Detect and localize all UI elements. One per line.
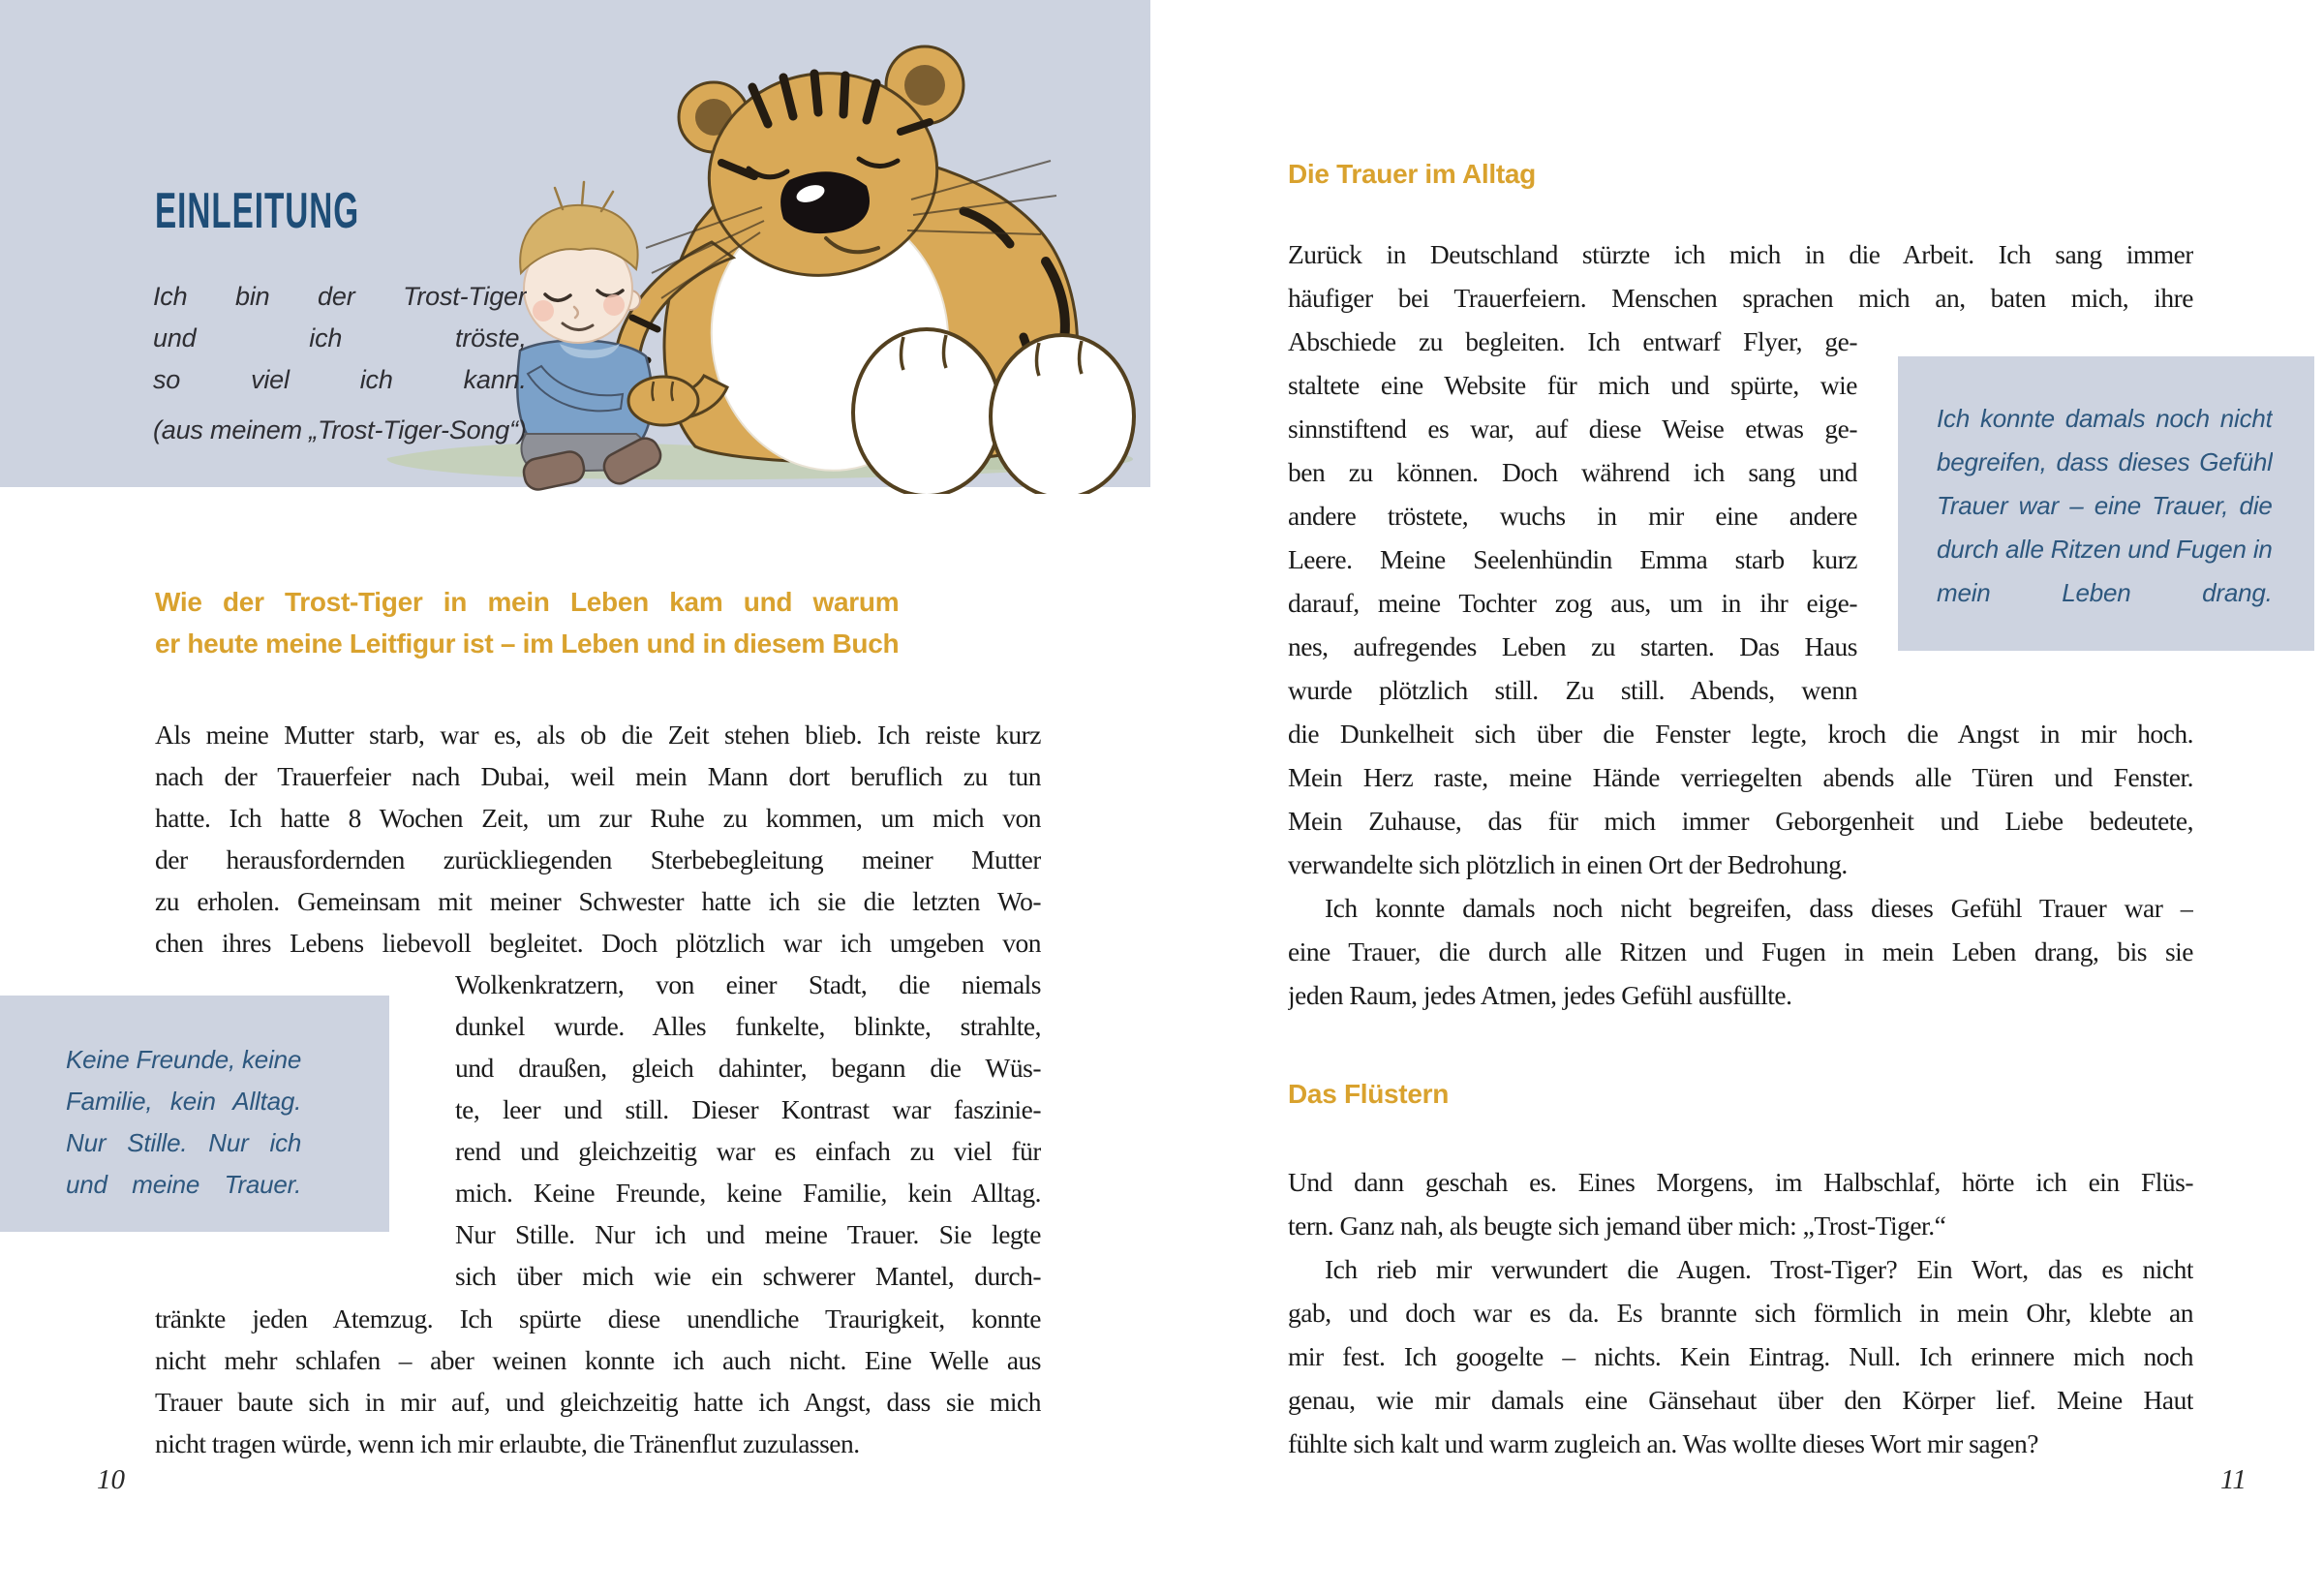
text-line: eine Trauer, die durch alle Ritzen und Fugen in mein Leben drang, bis sie <box>1288 936 2193 966</box>
text-line: Trauer war – eine Trauer, die <box>1937 491 2273 520</box>
chapter-motto <box>153 276 527 451</box>
text-line: Keine Freunde, keine <box>66 1045 302 1074</box>
text-line: genau, wie mir damals eine Gänsehaut über den Körper lief. Meine Haut <box>1288 1385 2193 1415</box>
page-number: 10 <box>97 1464 125 1495</box>
right-page <box>1162 0 2324 1594</box>
text-line: nach der Trauerfeier nach Dubai, weil mein Mann dort beruflich zu tun <box>155 761 1041 791</box>
text-line: verwandelte sich plötzlich in einen Ort der Bedrohung. <box>1288 849 1848 879</box>
text-line: so viel ich kann. <box>153 365 527 394</box>
text-line: Ich bin der Trost-Tiger <box>153 282 527 311</box>
text-line: Familie, kein Alltag. <box>66 1087 302 1116</box>
text-line: rend und gleichzeitig war es einfach zu viel für <box>455 1136 1041 1166</box>
text-line: häufiger bei Trauerfeiern. Menschen sprachen mich an, baten mich, ihre <box>1288 283 2193 313</box>
text-line: Ich konnte damals noch nicht <box>1937 404 2273 433</box>
text-line: Wolkenkratzern, von einer Stadt, die niemals <box>455 969 1041 999</box>
text-line: tränkte jeden Atemzug. Ich spürte diese unendliche Traurigkeit, konnte <box>155 1303 1041 1333</box>
text-line: durch alle Ritzen und Fugen in <box>1937 535 2273 564</box>
callout-text <box>1937 397 2273 615</box>
text-line: Nur Stille. Nur ich und meine Trauer. Sie legte <box>455 1219 1041 1249</box>
text-line: darauf, meine Tochter zog aus, um in ihr eige- <box>1288 588 1857 618</box>
text-line: und meine Trauer. <box>66 1170 302 1199</box>
tiger-nose <box>780 171 870 233</box>
text-line: fühlte sich kalt und warm zugleich an. Was wollte dieses Wort mir sagen? <box>1288 1428 2038 1458</box>
page-number: 11 <box>2220 1464 2247 1495</box>
body-text-block <box>1288 712 2193 886</box>
section-heading <box>155 581 899 664</box>
body-text-block <box>1288 1160 2193 1247</box>
body-text-block <box>1288 232 2193 320</box>
text-line: die Dunkelheit sich über die Fenster legte, kroch die Angst in mir hoch. <box>1288 719 2193 749</box>
text-line: staltete eine Website für mich und spürte, wie <box>1288 370 1857 400</box>
text-line: nicht tragen würde, wenn ich mir erlaubte, die Tränenflut zuzulassen. <box>155 1428 860 1458</box>
body-text-block-wrapped <box>1288 320 1857 712</box>
text-line: und draußen, gleich dahinter, begann die Wüs- <box>455 1053 1041 1083</box>
text-line: nicht mehr schlafen – aber weinen konnte ich auch nicht. Eine Welle aus <box>155 1345 1041 1375</box>
text-line: mich. Keine Freunde, keine Familie, kein Alltag. <box>455 1178 1041 1208</box>
text-line: (aus meinem „Trost-Tiger-Song“) <box>153 415 527 444</box>
text-line: Mein Zuhause, das für mich immer Geborgenheit und Liebe bedeutete, <box>1288 806 2193 836</box>
body-text-block <box>155 714 1041 964</box>
body-text-block <box>155 1298 1041 1464</box>
text-line: gab, und doch war es da. Es brannte sich förmlich in mein Ohr, klebte an <box>1288 1298 2193 1328</box>
text-line: Nur Stille. Nur ich <box>66 1128 302 1157</box>
text-line: Und dann geschah es. Eines Morgens, im Halbschlaf, hörte ich ein Flüs- <box>1288 1167 2193 1197</box>
section-heading: Das Flüstern <box>1288 1079 1449 1109</box>
text-line: Mein Herz raste, meine Hände verriegelten abends alle Türen und Fenster. <box>1288 762 2193 792</box>
text-line: ben zu können. Doch während ich sang und <box>1288 457 1857 487</box>
body-text-block <box>1288 1247 2193 1465</box>
text-line: Zurück in Deutschland stürzte ich mich in die Arbeit. Ich sang immer <box>1288 239 2193 269</box>
text-line: begreifen, dass dieses Gefühl <box>1937 447 2273 476</box>
text-line: dunkel wurde. Alles funkelte, blinkte, strahlte, <box>455 1011 1041 1041</box>
text-line: Ich konnte damals noch nicht begreifen, dass dieses Gefühl Trauer war – <box>1325 893 2193 923</box>
text-line: wurde plötzlich still. Zu still. Abends, wenn <box>1288 675 1857 705</box>
text-line: hatte. Ich hatte 8 Wochen Zeit, um zur Ruhe zu kommen, um mich von <box>155 803 1041 833</box>
text-line: sinnstiftend es war, auf diese Weise etwas ge- <box>1288 414 1857 444</box>
text-line: Leere. Meine Seelenhündin Emma starb kurz <box>1288 544 1857 574</box>
callout-text <box>66 1039 301 1206</box>
text-line: andere tröstete, wuchs in mir eine andere <box>1288 501 1857 531</box>
text-line: Abschiede zu begleiten. Ich entwarf Flyer, ge- <box>1288 326 1857 356</box>
text-line: Wie der Trost-Tiger in mein Leben kam und warum <box>155 587 900 617</box>
text-line: und ich tröste, <box>153 323 527 353</box>
tiger-paw <box>628 377 698 425</box>
text-line: Trauer baute sich in mir auf, und gleichzeitig hatte ich Angst, dass sie mich <box>155 1387 1041 1417</box>
text-line: jeden Raum, jedes Atmen, jedes Gefühl ausfüllte. <box>1288 980 1792 1010</box>
text-line: nes, aufregendes Leben zu starten. Das Haus <box>1288 631 1857 661</box>
text-line: Ich rieb mir verwundert die Augen. Trost-Tiger? Ein Wort, das es nicht <box>1325 1254 2193 1284</box>
body-text-block-wrapped <box>455 964 1041 1297</box>
text-line: te, leer und still. Dieser Kontrast war faszinie- <box>455 1094 1041 1124</box>
text-line: chen ihres Lebens liebevoll begleitet. Doch plötzlich war ich umgeben von <box>155 928 1041 958</box>
text-line: tern. Ganz nah, als beugte sich jemand über mich: „Trost-Tiger.“ <box>1288 1211 1946 1241</box>
text-line: er heute meine Leitfigur ist – im Leben und in diesem Buch <box>155 628 900 659</box>
body-text-block <box>1288 886 2193 1017</box>
chapter-title: EINLEITUNG <box>155 183 360 239</box>
section-heading: Die Trauer im Alltag <box>1288 159 1536 189</box>
text-line: zu erholen. Gemeinsam mit meiner Schwester hatte ich sie die letzten Wo- <box>155 886 1041 916</box>
text-line: sich über mich wie ein schwerer Mantel, durch- <box>455 1261 1041 1291</box>
text-line: mein Leben drang. <box>1937 578 2273 607</box>
text-line: mir fest. Ich googelte – nichts. Kein Eintrag. Null. Ich erinnere mich noch <box>1288 1341 2193 1371</box>
text-line: der herausfordernden zurückliegenden Sterbebegleitung meiner Mutter <box>155 844 1041 874</box>
text-line: Als meine Mutter starb, war es, als ob die Zeit stehen blieb. Ich reiste kurz <box>155 720 1041 750</box>
